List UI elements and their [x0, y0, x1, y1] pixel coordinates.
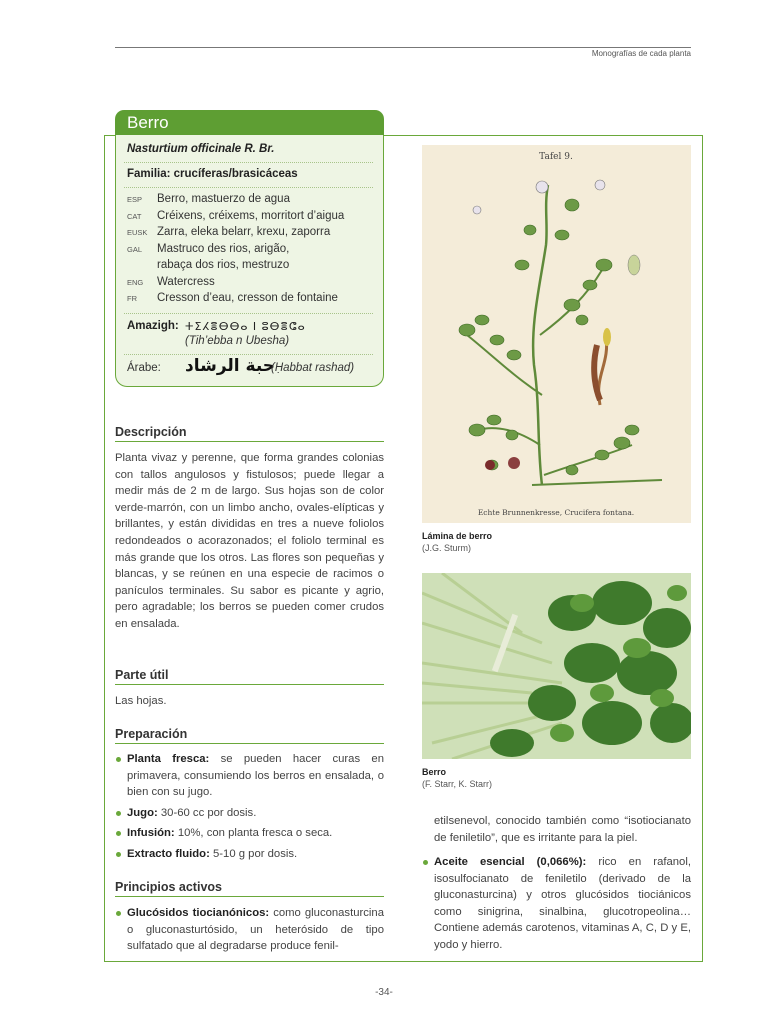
bullet-item	[422, 854, 691, 954]
bullet-text: como gluconasturcina o gluconasturtósido, un heterósido de tipo sulfatado que al degradarse produce fenil-	[127, 907, 384, 953]
bullet-label: Aceite esencial (0,066%):	[434, 856, 587, 868]
principios-list-right	[422, 854, 691, 958]
bullet-label: Infusión:	[127, 827, 175, 840]
bullet-text: rico en rafanol, isosulfocianato de feniletilo (derivado de la gluconasturcina) y otros glucósidos tiociánicos como sinigrina, sinalbina, glucotropeolina… Contiene además carotenos, vitaminas A, C, D y E, yodo y hierro.	[434, 856, 691, 951]
language-code: FR	[127, 294, 137, 303]
plate-caption: Echte Brunnenkresse, Crucifera fontana.	[477, 508, 635, 517]
title-tab	[115, 110, 384, 136]
bullet-item	[115, 846, 384, 863]
botanical-plate-image	[422, 145, 691, 523]
bullet-text: se pueden hacer curas en primavera, consumiendo los berros en ensalada, o bien con su jugo.	[127, 753, 384, 799]
descripcion-text: Planta vivaz y perenne, que forma grandes colonias con tallos angulosos y fistulosos; puede llegar a medir más de 2 m de largo. Sus hojas son de color verde-marrón, con un limbo ancho, ovales-elípticas y brillantes, y están divididas en tres a nueve foliolos redondeados o acorazonados; el foliolo terminal es más grande que los otros. Las flores son pequeñas y blancas, y se reúnen en una especie de racimos o panículos terminales. Su sabor es picante y agrio, pero agradable; los berros se pueden comer crudos en ensalada.	[115, 452, 384, 630]
plate-caption-block	[422, 530, 492, 554]
section-rule	[115, 896, 384, 897]
plate-caption-source: (J.G. Sturm)	[422, 543, 471, 553]
plant-title: Berro	[127, 113, 169, 132]
page-number: -34-	[375, 987, 393, 998]
common-name-row	[127, 193, 377, 210]
bullet-item	[115, 805, 384, 822]
watercress-photo	[422, 573, 691, 759]
photo-caption-block	[422, 766, 492, 790]
language-code: ESP	[127, 195, 143, 204]
bullet-text: 5-10 g por dosis.	[209, 847, 298, 860]
common-name-row	[127, 243, 377, 260]
plate-label: Tafel 9.	[539, 152, 573, 162]
principios-continuation: etilsenevol, conocido también como “isotiocianato de feniletilo”, que es irritante para la piel.	[434, 815, 691, 844]
photo-caption-title: Berro	[422, 767, 447, 777]
common-name-text: Zarra, eleka belarr, krexu, zaporra	[157, 226, 331, 238]
bullet-label: Jugo:	[127, 806, 158, 819]
parte-util-text: Las hojas.	[115, 695, 167, 707]
language-code: CAT	[127, 211, 142, 221]
botanical-plate-drawing	[422, 145, 691, 523]
parte-util-heading: Parte útil	[115, 668, 169, 682]
amazigh-row	[127, 320, 306, 333]
bullet-item	[115, 751, 384, 801]
bullet-text: 30-60 cc por dosis.	[157, 806, 257, 819]
common-name-row	[127, 210, 377, 227]
language-code: EUSK	[127, 228, 148, 237]
principios-heading: Principios activos	[115, 880, 222, 894]
bullet-item	[115, 825, 384, 842]
plant-info-box	[115, 135, 384, 387]
amazigh-tifinagh: ⵜⵉⵃⴻⴱⴱⴰ ⵏ ⵓⴱⴻⵛⴰ	[185, 320, 306, 333]
bullet-label: Glucósidos tiocianónicos:	[127, 907, 270, 919]
common-name-row	[127, 259, 377, 276]
scientific-name: Nasturtium officinale R. Br.	[127, 143, 275, 155]
family-name: Familia: crucíferas/brasicáceas	[127, 168, 298, 180]
dotted-divider	[124, 313, 373, 314]
bullet-label: Planta fresca:	[127, 753, 210, 765]
bullet-label: Extracto fluido:	[127, 847, 210, 860]
arabic-label: Árabe:	[127, 362, 161, 374]
language-code: GAL	[127, 244, 143, 254]
common-name-text: Mastruco des rios, arigão,	[157, 242, 290, 255]
preparacion-heading: Preparación	[115, 727, 188, 741]
arabic-script: حبة الرشاد	[185, 356, 276, 376]
common-name-row	[127, 276, 377, 293]
common-name-row	[127, 292, 377, 309]
section-rule	[115, 441, 384, 442]
common-name-text: Watercress	[157, 275, 215, 288]
dotted-divider	[124, 187, 373, 188]
header-rule	[115, 47, 691, 48]
plate-caption-title: Lámina de berro	[422, 531, 493, 541]
common-name-text: Créixens, créixems, morritort d’aigua	[157, 209, 345, 222]
photo-caption-source: (F. Starr, K. Starr)	[422, 779, 493, 789]
watercress-photo-drawing	[422, 573, 691, 759]
language-code: ENG	[127, 277, 144, 287]
principios-list	[115, 905, 384, 959]
common-name-text: Cresson d’eau, cresson de fontaine	[157, 292, 338, 304]
common-name-text: Berro, mastuerzo de agua	[157, 193, 290, 205]
bullet-item	[115, 905, 384, 955]
dotted-divider	[124, 354, 373, 355]
dotted-divider	[124, 162, 373, 163]
section-rule	[115, 743, 384, 744]
arabic-transliteration: (Ḥabbat rashad)	[271, 362, 355, 374]
common-names-list	[127, 193, 377, 309]
bullet-text: 10%, con planta fresca o seca.	[174, 827, 333, 840]
common-name-text: rabaça dos rios, mestruzo	[157, 259, 290, 271]
descripcion-heading: Descripción	[115, 425, 187, 439]
amazigh-transliteration: (Tih’ebba n Ubesha)	[185, 335, 290, 347]
section-rule	[115, 684, 384, 685]
section-header: Monografías de cada planta	[591, 49, 691, 58]
amazigh-label: Amazigh:	[127, 320, 179, 332]
common-name-row	[127, 226, 377, 243]
preparacion-list	[115, 751, 384, 867]
